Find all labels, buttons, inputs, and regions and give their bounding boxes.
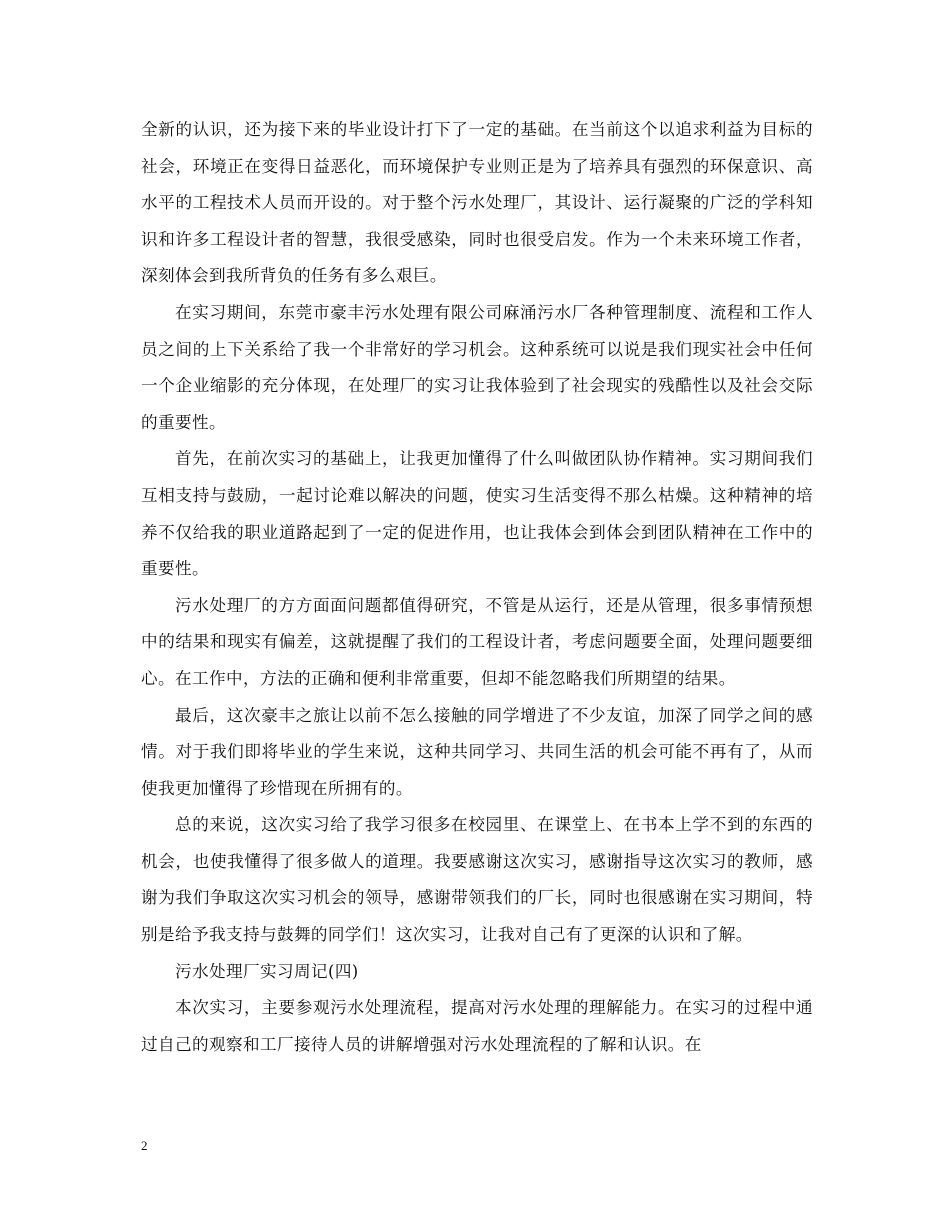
paragraph-2: 在实习期间，东莞市豪丰污水处理有限公司麻涌污水厂各种管理制度、流程和工作人员之间的上下关系给了我一个非常好的学习机会。这种系统可以说是我们现实社会中任何一个企业缩影的充分体现，在处理厂的实习让我体验到了社会现实的残酷性以及社会交际的重要性。 bbox=[141, 302, 813, 432]
paragraph-5: 最后，这次豪丰之旅让以前不怎么接触的同学增进了不少友谊，加深了同学之间的感情。对于我们即将毕业的学生来说，这种共同学习、共同生活的机会可能不再有了，从而使我更加懂得了珍惜现在所拥有的。 bbox=[141, 705, 813, 798]
paragraph-4: 污水处理厂的方方面面问题都值得研究，不管是从运行，还是从管理，很多事情预想中的结果和现实有偏差，这就提醒了我们的工程设计者，考虑问题要全面，处理问题要细心。在工作中，方法的正确和便利非常重要，但却不能忽略我们所期望的结果。 bbox=[141, 595, 813, 688]
paragraph-3: 首先，在前次实习的基础上，让我更加懂得了什么叫做团队协作精神。实习期间我们互相支持与鼓励，一起讨论难以解决的问题，使实习生活变得不那么枯燥。这种精神的培养不仅给我的职业道路起到了一定的促进作用，也让我体会到体会到团队精神在工作中的重要性。 bbox=[141, 449, 813, 579]
paragraph-6: 总的来说，这次实习给了我学习很多在校园里、在课堂上、在书本上学不到的东西的机会，也使我懂得了很多做人的道理。我要感谢这次实习，感谢指导这次实习的教师，感谢为我们争取这次实习机会的领导，感谢带领我们的厂长，同时也很感谢在实习期间，特别是给予我支持与鼓舞的同学们！这次实习，让我对自己有了更深的认识和了解。 bbox=[141, 815, 813, 945]
body-text bbox=[141, 112, 813, 1063]
paragraph-1: 全新的认识，还为接下来的毕业设计打下了一定的基础。在当前这个以追求利益为目标的社会，环境正在变得日益恶化，而环境保护专业则正是为了培养具有强烈的环保意识、高水平的工程技术人员而开设的。对于整个污水处理厂，其设计、运行凝聚的广泛的学科知识和许多工程设计者的智慧，我很受感染，同时也很受启发。作为一个未来环境工作者，深刻体会到我所背负的任务有多么艰巨。 bbox=[141, 120, 813, 286]
closing-paragraph: 本次实习，主要参观污水处理流程，提高对污水处理的理解能力。在实习的过程中通过自己的观察和工厂接待人员的讲解增强对污水处理流程的了解和认识。在 bbox=[141, 998, 813, 1054]
page-number: 2 bbox=[141, 1138, 148, 1153]
section-heading: 污水处理厂实习周记(四) bbox=[175, 961, 359, 981]
